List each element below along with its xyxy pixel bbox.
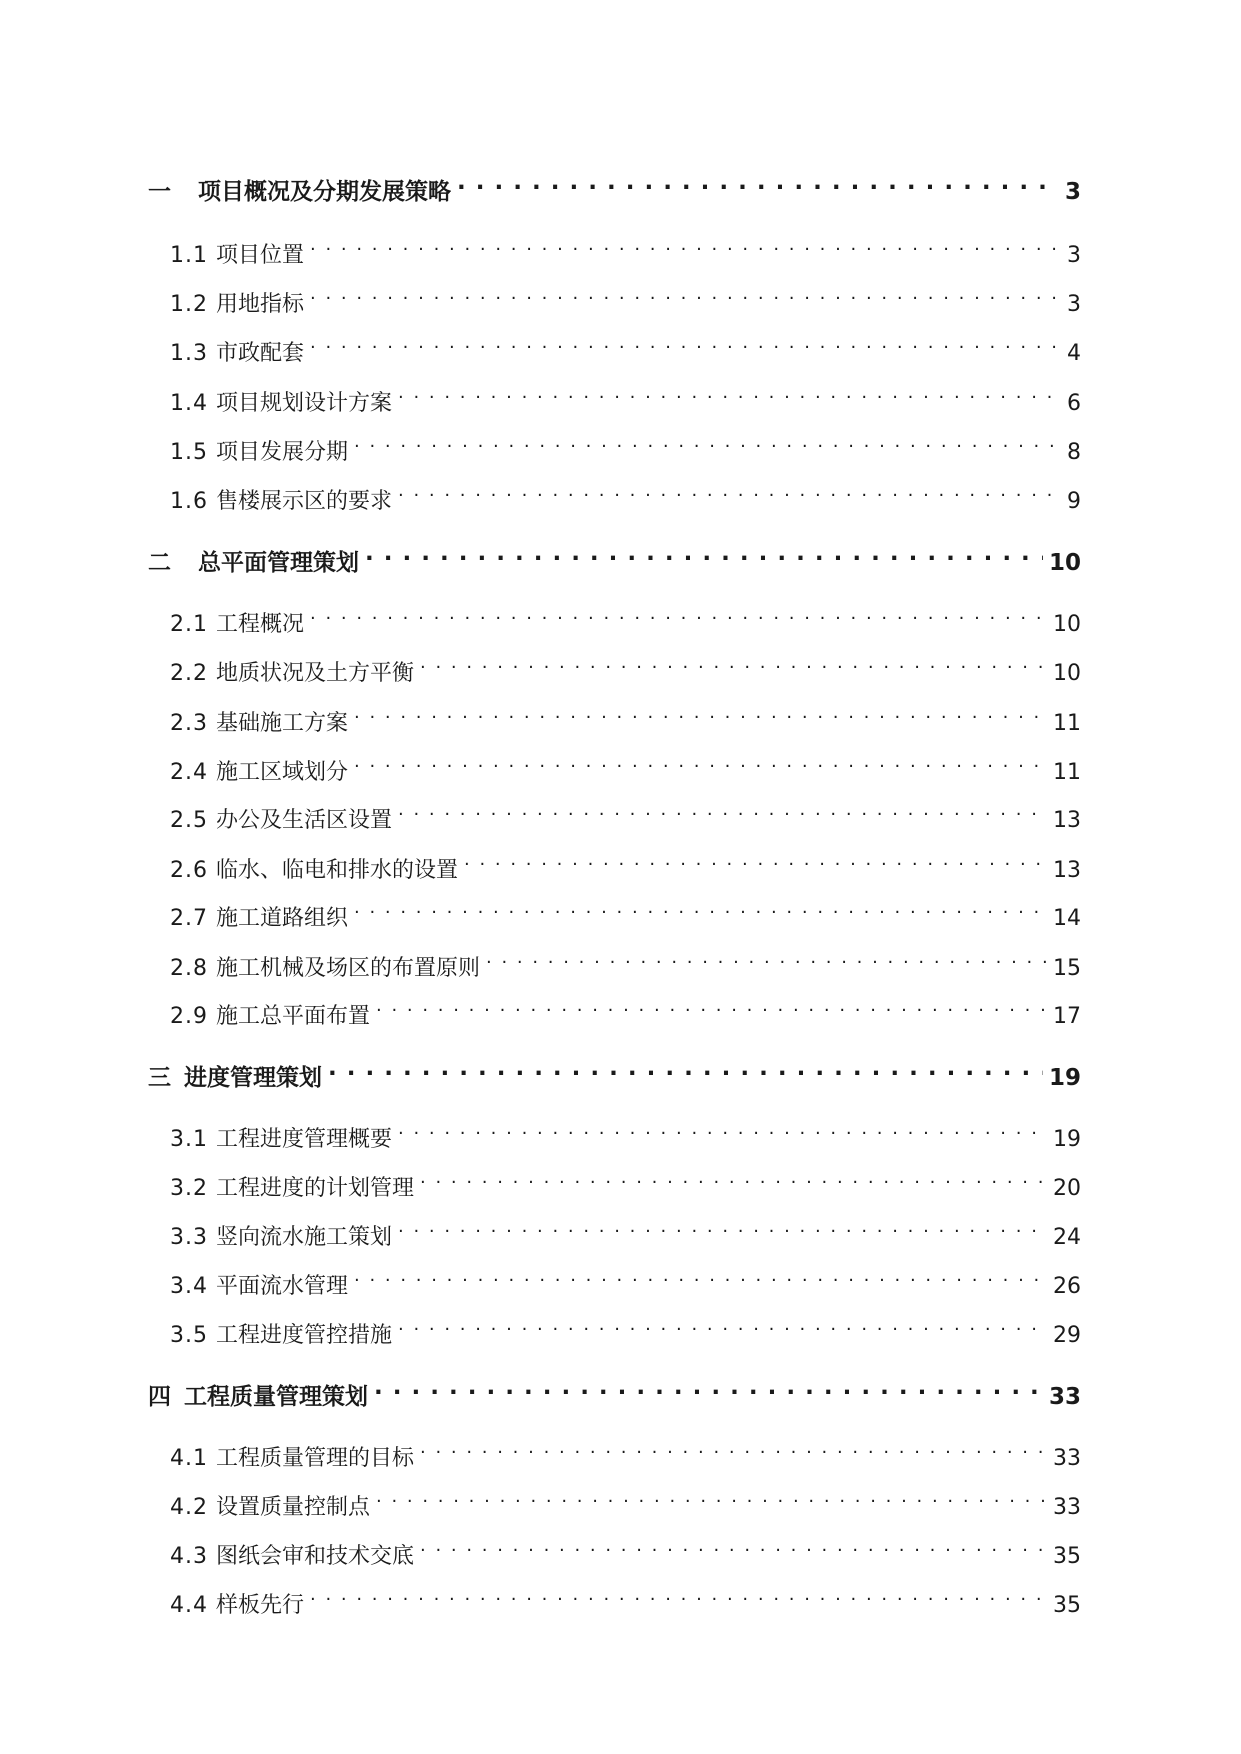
toc-title: 地质状况及土方平衡: [216, 661, 415, 686]
toc-number: 2.3: [170, 711, 208, 736]
toc-page: 11: [1053, 760, 1081, 785]
toc-number: 一: [148, 179, 171, 205]
toc-title: 市政配套: [216, 341, 305, 366]
toc-page: 10: [1048, 550, 1081, 576]
toc-section-3-2[interactable]: [170, 1161, 1081, 1201]
toc-page: 29: [1053, 1323, 1081, 1348]
toc-number: 1.3: [170, 341, 208, 366]
toc-title: 项目发展分期: [216, 440, 349, 465]
dot-leader: [420, 1431, 1047, 1465]
toc-page: 3: [1067, 292, 1081, 317]
dot-leader: [328, 1051, 1043, 1085]
toc-title: 工程质量管理的目标: [216, 1446, 415, 1471]
toc-title: 基础施工方案: [216, 711, 349, 736]
toc-section-4-3[interactable]: [170, 1529, 1081, 1569]
toc-number: 1.1: [170, 243, 208, 268]
toc-number: 2.4: [170, 760, 208, 785]
toc-number: 2.5: [170, 808, 208, 833]
toc-number: 2.2: [170, 661, 208, 686]
toc-section-2-5[interactable]: [170, 793, 1081, 833]
toc-page: 35: [1053, 1544, 1081, 1569]
toc-chapter-1[interactable]: [148, 165, 1081, 205]
toc-section-3-4[interactable]: [170, 1259, 1081, 1299]
toc-page: 13: [1053, 808, 1081, 833]
toc-title: 图纸会审和技术交底: [216, 1544, 415, 1569]
dot-leader: [420, 646, 1047, 680]
dot-leader: [376, 989, 1047, 1023]
toc-number: 2.8: [170, 956, 208, 981]
toc-section-3-1[interactable]: [170, 1112, 1081, 1152]
toc-title: 施工总平面布置: [216, 1004, 371, 1029]
toc-page: 3: [1064, 179, 1081, 205]
dot-leader: [310, 597, 1047, 631]
toc-section-1-5[interactable]: [170, 425, 1081, 465]
toc-section-1-3[interactable]: [170, 326, 1081, 366]
toc-section-3-5[interactable]: [170, 1308, 1081, 1348]
toc-section-2-8[interactable]: [170, 941, 1081, 981]
dot-leader: [398, 1112, 1047, 1146]
toc-title: 施工道路组织: [216, 906, 349, 931]
dot-leader: [486, 941, 1047, 975]
toc-title: 项目概况及分期发展策略: [198, 179, 451, 205]
toc-title: 进度管理策划: [184, 1065, 322, 1091]
dot-leader: [464, 843, 1047, 877]
toc-chapter-3[interactable]: [148, 1051, 1081, 1091]
dot-leader: [420, 1529, 1047, 1563]
dot-leader: [310, 228, 1061, 262]
toc-page: 19: [1053, 1127, 1081, 1152]
toc-title: 总平面管理策划: [198, 550, 359, 576]
toc-page: 4: [1067, 341, 1081, 366]
toc-page: 19: [1048, 1065, 1081, 1091]
dot-leader: [398, 1210, 1047, 1244]
toc-title: 竖向流水施工策划: [216, 1225, 393, 1250]
dot-leader: [354, 745, 1047, 779]
toc-chapter-2[interactable]: [148, 536, 1081, 576]
toc-number: 2.1: [170, 612, 208, 637]
toc-title: 办公及生活区设置: [216, 808, 393, 833]
toc-title: 设置质量控制点: [216, 1495, 371, 1520]
toc-title: 工程质量管理策划: [184, 1384, 368, 1410]
toc-page: 20: [1053, 1176, 1081, 1201]
toc-number: 3.3: [170, 1225, 208, 1250]
toc-page: 15: [1053, 956, 1081, 981]
toc-number: 4.3: [170, 1544, 208, 1569]
toc-title: 工程进度管控措施: [216, 1323, 393, 1348]
toc-page: 35: [1053, 1593, 1081, 1618]
toc-number: 4.1: [170, 1446, 208, 1471]
toc-page: 14: [1053, 906, 1081, 931]
dot-leader: [398, 793, 1047, 827]
toc-number: 1.4: [170, 391, 208, 416]
toc-number: 1.6: [170, 489, 208, 514]
toc-title: 售楼展示区的要求: [216, 489, 393, 514]
toc-page: 10: [1053, 612, 1081, 637]
dot-leader: [420, 1161, 1047, 1195]
toc-number: 1.2: [170, 292, 208, 317]
dot-leader: [354, 1259, 1047, 1293]
dot-leader: [374, 1370, 1043, 1404]
toc-title: 项目规划设计方案: [216, 391, 393, 416]
dot-leader: [310, 326, 1061, 360]
toc-number: 3.2: [170, 1176, 208, 1201]
toc-number: 3.1: [170, 1127, 208, 1152]
toc-number: 3.4: [170, 1274, 208, 1299]
toc-section-4-2[interactable]: [170, 1480, 1081, 1520]
toc-title: 平面流水管理: [216, 1274, 349, 1299]
toc-page: 11: [1053, 711, 1081, 736]
toc-section-2-2[interactable]: [170, 646, 1081, 686]
toc-page: 17: [1053, 1004, 1081, 1029]
toc-number: 1.5: [170, 440, 208, 465]
toc-page: 33: [1053, 1495, 1081, 1520]
toc-number: 4.4: [170, 1593, 208, 1618]
dot-leader: [457, 165, 1059, 199]
toc-page: 9: [1067, 489, 1081, 514]
toc-section-2-4[interactable]: [170, 745, 1081, 785]
toc-title: 工程概况: [216, 612, 305, 637]
toc-number: 2.6: [170, 858, 208, 883]
toc-number: 二: [148, 550, 171, 576]
dot-leader: [365, 536, 1043, 570]
toc-section-2-3[interactable]: [170, 696, 1081, 736]
toc-page: 10: [1053, 661, 1081, 686]
toc-title: 临水、临电和排水的设置: [216, 858, 459, 883]
toc-section-2-7[interactable]: [170, 891, 1081, 931]
dot-leader: [376, 1480, 1047, 1514]
dot-leader: [398, 474, 1061, 508]
toc-chapter-4[interactable]: [148, 1370, 1081, 1410]
toc-number: 2.9: [170, 1004, 208, 1029]
toc-page: 33: [1048, 1384, 1081, 1410]
toc-page: 3: [1067, 243, 1081, 268]
toc-title: 样板先行: [216, 1593, 305, 1618]
toc-number: 3.5: [170, 1323, 208, 1348]
toc-section-1-2[interactable]: [170, 277, 1081, 317]
toc-title: 工程进度管理概要: [216, 1127, 393, 1152]
dot-leader: [310, 277, 1061, 311]
toc-section-2-6[interactable]: [170, 843, 1081, 883]
dot-leader: [354, 696, 1047, 730]
toc-page: 24: [1053, 1225, 1081, 1250]
dot-leader: [310, 1578, 1047, 1612]
toc-number: 三: [148, 1065, 171, 1091]
dot-leader: [354, 425, 1061, 459]
toc-number: 2.7: [170, 906, 208, 931]
toc-section-4-1[interactable]: [170, 1431, 1081, 1471]
toc-page: 13: [1053, 858, 1081, 883]
toc-title: 施工机械及场区的布置原则: [216, 956, 481, 981]
toc-page: 33: [1053, 1446, 1081, 1471]
toc-section-1-4[interactable]: [170, 376, 1081, 416]
toc-section-3-3[interactable]: [170, 1210, 1081, 1250]
toc-page: 8: [1067, 440, 1081, 465]
toc-section-1-1[interactable]: [170, 228, 1081, 268]
toc-section-2-9[interactable]: [170, 989, 1081, 1029]
toc-title: 施工区域划分: [216, 760, 349, 785]
toc-number: 四: [148, 1384, 171, 1410]
toc-page: 6: [1067, 391, 1081, 416]
toc-title: 用地指标: [216, 292, 305, 317]
toc-section-4-4[interactable]: [170, 1578, 1081, 1618]
toc-title: 项目位置: [216, 243, 305, 268]
toc-page: 26: [1053, 1274, 1081, 1299]
toc-number: 4.2: [170, 1495, 208, 1520]
dot-leader: [354, 891, 1047, 925]
dot-leader: [398, 376, 1061, 410]
toc-title: 工程进度的计划管理: [216, 1176, 415, 1201]
toc-section-2-1[interactable]: [170, 597, 1081, 637]
dot-leader: [398, 1308, 1047, 1342]
toc-section-1-6[interactable]: [170, 474, 1081, 514]
